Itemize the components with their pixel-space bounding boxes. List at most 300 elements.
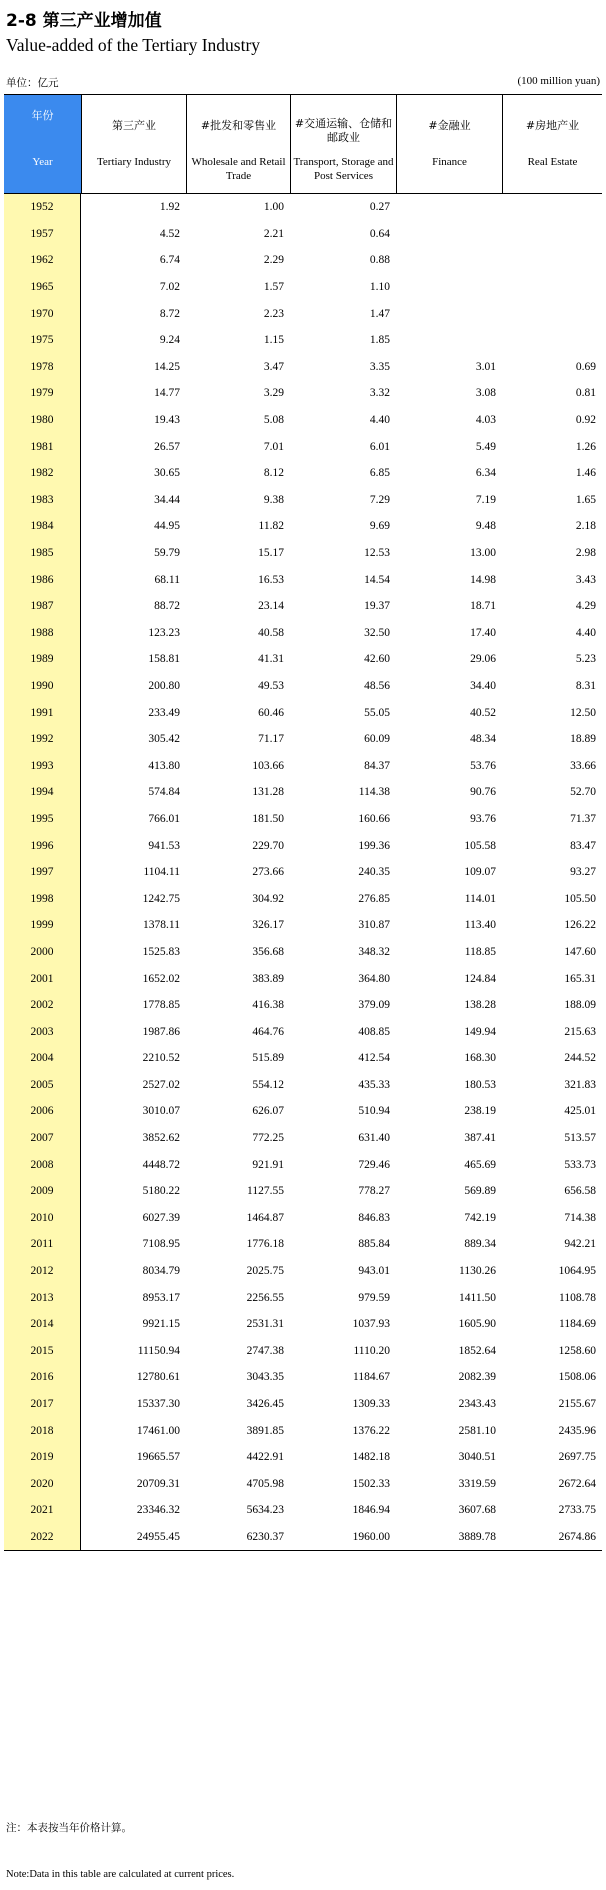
tertiary-cell: 1104.11 (143, 866, 180, 879)
year-cell: 2012 (4, 1258, 81, 1285)
tertiary-cell: 14.77 (154, 387, 180, 400)
header-wholesale-en: Wholesale and Retail Trade (191, 156, 286, 182)
finance-cell: 29.06 (470, 653, 496, 666)
real-estate-cell: 0.92 (575, 414, 596, 427)
header-transport-en: Transport, Storage and Post Services (293, 156, 394, 182)
tertiary-cell: 7108.95 (142, 1238, 180, 1251)
real-estate-cell: 4.40 (575, 626, 596, 639)
year-cell: 2004 (4, 1045, 81, 1072)
wholesale-cell: 2256.55 (246, 1291, 284, 1304)
year-cell: 1994 (4, 779, 81, 806)
finance-cell: 3889.78 (458, 1530, 496, 1543)
tertiary-cell: 30.65 (154, 467, 180, 480)
tertiary-cell: 7.02 (159, 281, 180, 294)
year-cell: 1965 (4, 274, 81, 301)
year-cell: 2009 (4, 1178, 81, 1205)
year-cell: 1975 (4, 327, 81, 354)
finance-cell: 138.28 (464, 999, 496, 1012)
finance-cell: 1411.50 (459, 1291, 496, 1304)
real-estate-cell (502, 247, 602, 274)
year-cell: 2003 (4, 1018, 81, 1045)
transport-cell: 14.54 (364, 573, 390, 586)
year-cell: 2016 (4, 1364, 81, 1391)
real-estate-cell: 71.37 (570, 812, 596, 825)
real-estate-cell: 425.01 (564, 1105, 596, 1118)
transport-cell: 729.46 (358, 1158, 390, 1171)
transport-cell: 240.35 (358, 866, 390, 879)
transport-cell: 3.35 (369, 360, 390, 373)
table-row (4, 407, 602, 434)
wholesale-cell: 304.92 (252, 892, 284, 905)
finance-cell: 17.40 (470, 626, 496, 639)
table-row (4, 699, 602, 726)
year-cell: 2002 (4, 992, 81, 1019)
transport-cell: 4.40 (369, 414, 390, 427)
wholesale-cell: 921.91 (252, 1158, 284, 1171)
transport-cell: 364.80 (358, 972, 390, 985)
wholesale-cell: 131.28 (252, 786, 284, 799)
table-row (4, 1444, 602, 1471)
header-year (4, 95, 81, 193)
wholesale-cell: 1.15 (263, 334, 284, 347)
transport-cell: 1184.67 (353, 1371, 390, 1384)
wholesale-cell: 383.89 (252, 972, 284, 985)
table-row (4, 859, 602, 886)
table-row (4, 460, 602, 487)
header-wholesale-cn: #批发和零售业 (200, 119, 277, 132)
header-real-estate (502, 95, 602, 193)
year-cell: 1993 (4, 752, 81, 779)
year-cell: 1996 (4, 832, 81, 859)
transport-cell: 1846.94 (352, 1504, 390, 1517)
real-estate-cell: 714.38 (564, 1211, 596, 1224)
table-row (4, 912, 602, 939)
finance-cell: 168.30 (464, 1052, 496, 1065)
tertiary-cell: 19.43 (154, 414, 180, 427)
tertiary-cell: 9921.15 (142, 1318, 180, 1331)
real-estate-cell: 0.69 (575, 360, 596, 373)
transport-cell: 60.09 (364, 733, 390, 746)
year-cell: 2010 (4, 1205, 81, 1232)
wholesale-cell: 181.50 (252, 812, 284, 825)
table-row (4, 1417, 602, 1444)
footnote-en: Note:Data in this table are calculated at current prices. (6, 1869, 235, 1880)
header-tertiary-en: Tertiary Industry (96, 156, 172, 168)
header-tertiary (81, 95, 186, 193)
year-cell: 2008 (4, 1151, 81, 1178)
real-estate-cell: 4.29 (575, 600, 596, 613)
real-estate-cell: 83.47 (570, 839, 596, 852)
finance-cell (396, 194, 502, 221)
year-cell: 2020 (4, 1471, 81, 1498)
transport-cell: 846.83 (358, 1211, 390, 1224)
table-row (4, 513, 602, 540)
table-row (4, 433, 602, 460)
transport-cell: 408.85 (358, 1025, 390, 1038)
finance-cell: 465.69 (464, 1158, 496, 1171)
tertiary-cell: 5180.22 (142, 1185, 180, 1198)
transport-cell: 1.85 (369, 334, 390, 347)
year-cell: 1992 (4, 726, 81, 753)
tertiary-cell: 12780.61 (136, 1371, 180, 1384)
real-estate-cell: 18.89 (570, 733, 596, 746)
real-estate-cell: 52.70 (570, 786, 596, 799)
transport-cell: 1309.33 (352, 1398, 390, 1411)
table-row (4, 1125, 602, 1152)
table-title-en: Value-added of the Tertiary Industry (6, 35, 261, 55)
real-estate-cell: 8.31 (575, 679, 596, 692)
transport-cell: 12.53 (364, 547, 390, 560)
finance-cell: 9.48 (475, 520, 496, 533)
table-row (4, 540, 602, 567)
transport-cell: 114.38 (358, 786, 390, 799)
finance-cell: 1605.90 (458, 1318, 496, 1331)
real-estate-cell: 1.26 (575, 440, 596, 453)
real-estate-cell: 2674.86 (558, 1530, 596, 1543)
tertiary-cell: 11150.94 (137, 1344, 180, 1357)
year-cell: 2022 (4, 1524, 81, 1551)
transport-cell: 276.85 (358, 892, 390, 905)
real-estate-cell: 0.81 (575, 387, 596, 400)
real-estate-cell (502, 327, 602, 354)
finance-cell: 2082.39 (458, 1371, 496, 1384)
table-row (4, 832, 602, 859)
real-estate-cell: 2733.75 (558, 1504, 596, 1517)
finance-cell: 124.84 (464, 972, 496, 985)
tertiary-cell: 1525.83 (142, 945, 180, 958)
tertiary-cell: 9.24 (159, 334, 180, 347)
year-cell: 1970 (4, 300, 81, 327)
tertiary-cell: 1778.85 (142, 999, 180, 1012)
wholesale-cell: 7.01 (263, 440, 284, 453)
tertiary-cell: 34.44 (154, 493, 180, 506)
tertiary-cell: 8953.17 (142, 1291, 180, 1304)
header-finance (396, 95, 502, 193)
wholesale-cell: 326.17 (252, 919, 284, 932)
transport-cell: 631.40 (358, 1132, 390, 1145)
year-cell: 2015 (4, 1338, 81, 1365)
tertiary-cell: 59.79 (154, 547, 180, 560)
finance-cell: 180.53 (464, 1078, 496, 1091)
finance-cell: 4.03 (475, 414, 496, 427)
table-row (4, 1231, 602, 1258)
table-row (4, 1524, 602, 1551)
table-row (4, 487, 602, 514)
transport-cell: 3.32 (369, 387, 390, 400)
real-estate-cell: 188.09 (564, 999, 596, 1012)
year-cell: 2021 (4, 1497, 81, 1524)
wholesale-cell: 626.07 (252, 1105, 284, 1118)
year-cell: 1985 (4, 540, 81, 567)
year-cell: 2017 (4, 1391, 81, 1418)
table-row (4, 806, 602, 833)
wholesale-cell: 3.29 (263, 387, 284, 400)
wholesale-cell: 11.82 (258, 520, 284, 533)
table-row (4, 1045, 602, 1072)
tertiary-cell: 413.80 (148, 759, 180, 772)
header-wholesale (186, 95, 290, 193)
table-row (4, 885, 602, 912)
tertiary-cell: 23346.32 (136, 1504, 180, 1517)
year-cell: 1981 (4, 433, 81, 460)
year-cell: 2014 (4, 1311, 81, 1338)
finance-cell: 114.01 (464, 892, 496, 905)
finance-cell: 5.49 (475, 440, 496, 453)
finance-cell: 2343.43 (458, 1398, 496, 1411)
year-cell: 1952 (4, 194, 81, 221)
wholesale-cell: 464.76 (252, 1025, 284, 1038)
wholesale-cell: 1464.87 (246, 1211, 284, 1224)
finance-cell: 1130.26 (459, 1265, 496, 1278)
tertiary-cell: 17461.00 (136, 1424, 180, 1437)
wholesale-cell: 229.70 (252, 839, 284, 852)
transport-cell: 84.37 (364, 759, 390, 772)
wholesale-cell: 4422.91 (246, 1451, 284, 1464)
wholesale-cell: 2747.38 (246, 1344, 284, 1357)
table-row (4, 752, 602, 779)
wholesale-cell: 71.17 (258, 733, 284, 746)
real-estate-cell: 5.23 (575, 653, 596, 666)
table-row (4, 1497, 602, 1524)
real-estate-cell (502, 274, 602, 301)
finance-cell: 1852.64 (458, 1344, 496, 1357)
header-real-estate-cn: #房地产业 (525, 119, 580, 132)
transport-cell: 379.09 (358, 999, 390, 1012)
table-row (4, 221, 602, 248)
table-row (4, 327, 602, 354)
tertiary-cell: 14.25 (154, 360, 180, 373)
tertiary-cell: 4.52 (159, 227, 180, 240)
finance-cell: 569.89 (464, 1185, 496, 1198)
finance-cell: 90.76 (470, 786, 496, 799)
tertiary-cell: 574.84 (148, 786, 180, 799)
header-finance-en: Finance (432, 156, 467, 168)
finance-cell: 18.71 (470, 600, 496, 613)
wholesale-cell: 3043.35 (246, 1371, 284, 1384)
tertiary-cell: 19665.57 (136, 1451, 180, 1464)
finance-cell: 3.01 (475, 360, 496, 373)
transport-cell: 42.60 (364, 653, 390, 666)
tertiary-cell: 68.11 (154, 573, 180, 586)
table-row (4, 1018, 602, 1045)
real-estate-cell: 215.63 (564, 1025, 596, 1038)
transport-cell: 0.27 (369, 201, 390, 214)
year-cell: 1998 (4, 885, 81, 912)
table-row (4, 1364, 602, 1391)
year-cell: 1997 (4, 859, 81, 886)
header-finance-cn: #金融业 (428, 119, 471, 132)
tertiary-cell: 88.72 (154, 600, 180, 613)
table-row (4, 726, 602, 753)
real-estate-cell: 105.50 (564, 892, 596, 905)
tertiary-cell: 26.57 (154, 440, 180, 453)
year-cell: 1989 (4, 646, 81, 673)
real-estate-cell: 2697.75 (558, 1451, 596, 1464)
tertiary-cell: 4448.72 (142, 1158, 180, 1171)
header-tertiary-cn: 第三产业 (112, 119, 156, 132)
wholesale-cell: 2.23 (263, 307, 284, 320)
finance-cell: 34.40 (470, 679, 496, 692)
transport-cell: 1502.33 (352, 1477, 390, 1490)
table-row (4, 1098, 602, 1125)
year-cell: 1982 (4, 460, 81, 487)
table-row (4, 593, 602, 620)
year-cell: 1987 (4, 593, 81, 620)
wholesale-cell: 1.00 (263, 201, 284, 214)
tertiary-cell: 6027.39 (142, 1211, 180, 1224)
finance-cell (396, 300, 502, 327)
wholesale-cell: 1.57 (263, 281, 284, 294)
year-cell: 2006 (4, 1098, 81, 1125)
transport-cell: 885.84 (358, 1238, 390, 1251)
real-estate-cell: 93.27 (570, 866, 596, 879)
year-cell: 2007 (4, 1125, 81, 1152)
year-cell: 1979 (4, 380, 81, 407)
table-row (4, 965, 602, 992)
table-row (4, 1471, 602, 1498)
wholesale-cell: 16.53 (258, 573, 284, 586)
real-estate-cell (502, 221, 602, 248)
real-estate-cell: 1184.69 (559, 1318, 596, 1331)
wholesale-cell: 4705.98 (246, 1477, 284, 1490)
tertiary-cell: 941.53 (148, 839, 180, 852)
transport-cell: 1.47 (369, 307, 390, 320)
finance-cell: 14.98 (470, 573, 496, 586)
finance-cell (396, 221, 502, 248)
real-estate-cell (502, 194, 602, 221)
tertiary-cell: 123.23 (148, 626, 180, 639)
finance-cell: 93.76 (470, 812, 496, 825)
wholesale-cell: 49.53 (258, 679, 284, 692)
finance-cell: 3.08 (475, 387, 496, 400)
table-row (4, 1338, 602, 1365)
header-real-estate-en: Real Estate (527, 156, 578, 168)
table-row (4, 566, 602, 593)
real-estate-cell: 1064.95 (558, 1265, 596, 1278)
transport-cell: 55.05 (364, 706, 390, 719)
transport-cell: 6.85 (369, 467, 390, 480)
tertiary-cell: 24955.45 (136, 1530, 180, 1543)
table-title-cn: 2-8 第三产业增加值 (6, 11, 162, 31)
transport-cell: 1110.20 (353, 1344, 390, 1357)
finance-cell (396, 327, 502, 354)
year-cell: 2001 (4, 965, 81, 992)
transport-cell: 979.59 (358, 1291, 390, 1304)
table-header (4, 95, 602, 194)
finance-cell: 2581.10 (458, 1424, 496, 1437)
wholesale-cell: 40.58 (258, 626, 284, 639)
tertiary-cell: 1242.75 (142, 892, 180, 905)
tertiary-cell: 2210.52 (142, 1052, 180, 1065)
tertiary-cell: 305.42 (148, 733, 180, 746)
real-estate-cell: 1.46 (575, 467, 596, 480)
table-row (4, 354, 602, 381)
transport-cell: 19.37 (364, 600, 390, 613)
finance-cell: 3040.51 (458, 1451, 496, 1464)
wholesale-cell: 2025.75 (246, 1265, 284, 1278)
wholesale-cell: 15.17 (258, 547, 284, 560)
transport-cell: 310.87 (358, 919, 390, 932)
table-row (4, 646, 602, 673)
wholesale-cell: 772.25 (252, 1132, 284, 1145)
table-row (4, 939, 602, 966)
transport-cell: 1960.00 (352, 1530, 390, 1543)
tertiary-cell: 8.72 (159, 307, 180, 320)
finance-cell (396, 274, 502, 301)
finance-cell: 48.34 (470, 733, 496, 746)
real-estate-cell: 513.57 (564, 1132, 596, 1145)
tertiary-cell: 1652.02 (142, 972, 180, 985)
table-body (4, 194, 602, 1550)
tertiary-cell: 158.81 (148, 653, 180, 666)
transport-cell: 1.10 (369, 281, 390, 294)
wholesale-cell: 515.89 (252, 1052, 284, 1065)
real-estate-cell: 12.50 (570, 706, 596, 719)
tertiary-cell: 233.49 (148, 706, 180, 719)
tertiary-cell: 1987.86 (142, 1025, 180, 1038)
finance-cell: 3319.59 (458, 1477, 496, 1490)
finance-cell: 238.19 (464, 1105, 496, 1118)
table-row (4, 1284, 602, 1311)
transport-cell: 510.94 (358, 1105, 390, 1118)
real-estate-cell: 533.73 (564, 1158, 596, 1171)
real-estate-cell: 165.31 (564, 972, 596, 985)
real-estate-cell: 2155.67 (558, 1398, 596, 1411)
year-cell: 2005 (4, 1072, 81, 1099)
finance-cell: 889.34 (464, 1238, 496, 1251)
year-cell: 1991 (4, 699, 81, 726)
transport-cell: 348.32 (358, 945, 390, 958)
year-cell: 2013 (4, 1284, 81, 1311)
finance-cell (396, 247, 502, 274)
wholesale-cell: 5634.23 (246, 1504, 284, 1517)
transport-cell: 1482.18 (352, 1451, 390, 1464)
finance-cell: 105.58 (464, 839, 496, 852)
transport-cell: 48.56 (364, 679, 390, 692)
transport-cell: 1037.93 (352, 1318, 390, 1331)
finance-cell: 13.00 (470, 547, 496, 560)
finance-cell: 6.34 (475, 467, 496, 480)
year-cell: 1988 (4, 620, 81, 647)
tertiary-cell: 3010.07 (142, 1105, 180, 1118)
transport-cell: 412.54 (358, 1052, 390, 1065)
wholesale-cell: 3426.45 (246, 1398, 284, 1411)
tertiary-cell: 200.80 (148, 679, 180, 692)
tertiary-cell: 1.92 (159, 201, 180, 214)
real-estate-cell: 2.18 (575, 520, 596, 533)
finance-cell: 53.76 (470, 759, 496, 772)
transport-cell: 778.27 (358, 1185, 390, 1198)
unit-label-cn: 单位：亿元 (6, 77, 59, 89)
header-year-en: Year (32, 156, 53, 168)
finance-cell: 118.85 (464, 945, 496, 958)
year-cell: 1999 (4, 912, 81, 939)
tertiary-cell: 6.74 (159, 254, 180, 267)
table-row (4, 992, 602, 1019)
footnote-cn: 注：本表按当年价格计算。 (6, 1822, 132, 1834)
year-cell: 1980 (4, 407, 81, 434)
finance-cell: 149.94 (464, 1025, 496, 1038)
unit-label-en: (100 million yuan) (517, 75, 600, 87)
finance-cell: 40.52 (470, 706, 496, 719)
real-estate-cell: 147.60 (564, 945, 596, 958)
real-estate-cell: 656.58 (564, 1185, 596, 1198)
wholesale-cell: 3891.85 (246, 1424, 284, 1437)
real-estate-cell: 1508.06 (558, 1371, 596, 1384)
wholesale-cell: 416.38 (252, 999, 284, 1012)
wholesale-cell: 6230.37 (246, 1530, 284, 1543)
real-estate-cell: 244.52 (564, 1052, 596, 1065)
